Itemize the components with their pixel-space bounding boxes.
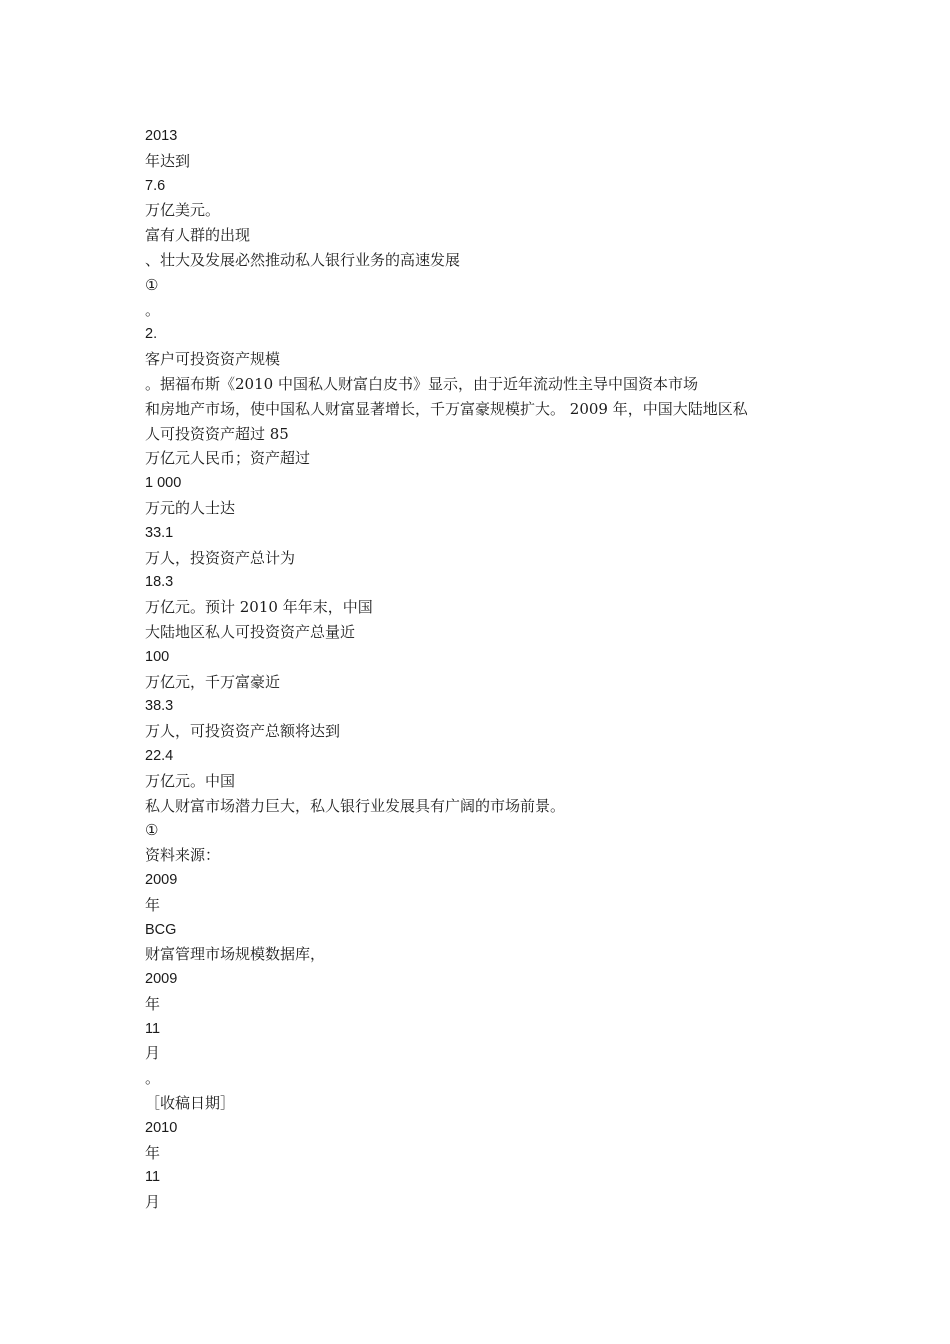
text-line: 2013 <box>145 128 178 144</box>
text-line: 万亿元，千万富豪近 <box>145 672 281 691</box>
text-line: 万亿美元。 <box>145 201 221 220</box>
text-line: 11 <box>145 1169 161 1186</box>
text-line: 万亿元。中国 <box>145 771 236 790</box>
section-number: 2. <box>145 326 158 343</box>
footnote-marker: ① <box>145 821 159 840</box>
text-line: 富有人群的出现 <box>145 226 251 245</box>
footnote-marker: ① <box>145 275 159 294</box>
text-line: 年 <box>145 895 161 914</box>
text-line: 11 <box>145 1020 161 1037</box>
text-line: 和房地产市场，使中国私人财富显著增长，千万富豪规模扩大。 2009 年，中国大陆地区私 <box>145 399 748 418</box>
text-line: 万亿元。预计 2010 年年末，中国 <box>145 598 373 617</box>
text-line: 财富管理市场规模数据库， <box>145 945 326 964</box>
received-date-label: ［收稿日期］ <box>145 1094 236 1113</box>
text-line: 人可投资资产超过 85 <box>145 424 289 443</box>
text-line: 18.3 <box>145 574 174 591</box>
text-line: 年 <box>145 1143 161 1162</box>
text-line: 。 <box>145 300 161 319</box>
footnote-label: 资料来源： <box>145 846 221 865</box>
text-line: 33.1 <box>145 524 174 541</box>
text-line: 。 <box>145 1069 161 1088</box>
text-line: 万元的人士达 <box>145 498 236 517</box>
section-heading: 客户可投资资产规模 <box>145 350 281 369</box>
text-line: BCG <box>145 921 177 938</box>
text-line: 2010 <box>145 1119 178 1136</box>
text-line: 私人财富市场潜力巨大，私人银行业发展具有广阔的市场前景。 <box>145 796 566 815</box>
text-line: 22.4 <box>145 747 174 764</box>
text-line: 7.6 <box>145 177 166 194</box>
text-line: 2009 <box>145 971 178 988</box>
document-body <box>145 124 825 1215</box>
text-line: 2009 <box>145 871 178 888</box>
text-line: 万人，投资资产总计为 <box>145 548 296 567</box>
text-line: 、壮大及发展必然推动私人银行业务的高速发展 <box>145 250 461 269</box>
text-line: 月 <box>145 1193 161 1212</box>
text-line: 。据福布斯《2010 中国私人财富白皮书》显示，由于近年流动性主导中国资本市场 <box>145 374 698 393</box>
text-line: 年达到 <box>145 151 191 170</box>
text-line: 年 <box>145 994 161 1013</box>
text-line: 月 <box>145 1044 161 1063</box>
text-line: 万人，可投资资产总额将达到 <box>145 722 341 741</box>
text-line: 38.3 <box>145 698 174 715</box>
text-line: 大陆地区私人可投资资产总量近 <box>145 622 356 641</box>
text-line: 1 000 <box>145 475 182 492</box>
text-line: 100 <box>145 648 170 665</box>
text-line: 万亿元人民币；资产超过 <box>145 449 311 468</box>
